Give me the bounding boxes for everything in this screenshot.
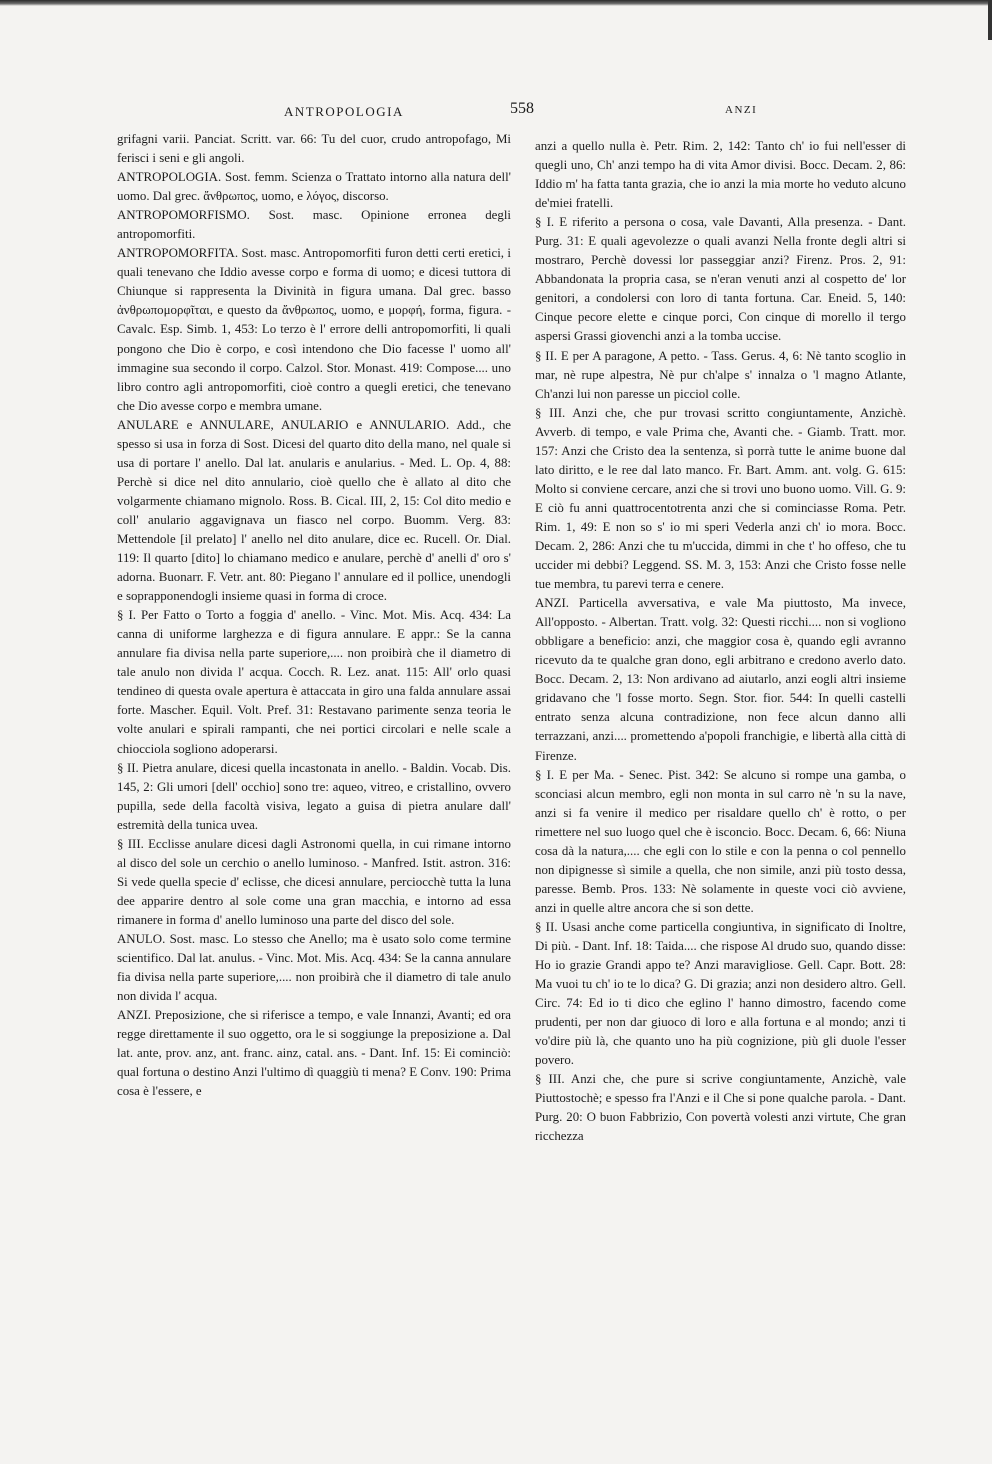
dictionary-paragraph: ANTROPOMORFISMO. Sost. masc. Opinione erronea degli antropomorfiti. (117, 208, 511, 242)
dictionary-paragraph: § III. Anzi che, che pur trovasi scritto congiuntamente, Anzichè. Avverb. di tempo, e vale Prima che, Avanti che. - Giamb. Tratt. mor. 157: Anzi che Cristo dea la sentenza, sì porrà tutte le anime buone dal lato diritto, e le ree dal lato manco. Fr. Bart. Amm. ant. volg. G. 615: Molto si conviene cercare, anzi che si trovi uno buono uomo. Vill. G. 9: E ciò fu anni quattrocentotrenta anzi che si cominciasse Roma. Petr. Rim. 1, 49: E non so s' io mi speri Vederla anzi ch' io mora. Bocc. Decam. 2, 286: Anzi che tu m'uccida, dimmi in che t' ho offeso, che tu uccider mi debbi? Leggend. SS. M. 3, 153: Anzi che Cristo fosse nelle tue membra, tu parevi terra e cenere. (535, 405, 906, 592)
scan-top-edge (0, 0, 992, 6)
header-right-keyword: ANZI (725, 104, 758, 116)
dictionary-paragraph: ANTROPOMORFITA. Sost. masc. Antropomorfiti furon detti certi eretici, i quali tenevano che Iddio avesse corpo e forma di uomo; e dicesi tuttora di Chiunque si rappresenta la Divinità in figura umana. Dal grec. basso ἀνθρωπομορφῖται, e questo da ἄνθρωπος, uomo, e μορφή, forma, figura. - Cavalc. Esp. Simb. 1, 453: Lo terzo è l' errore delli antropomorfiti, li quali pongono che Dio è corpo, e così intendono che Dio facesse l' uomo all' immagine sua secondo il corpo. Calzol. Stor. Monast. 419: Compose.... uno libro contro agli antropomorfiti, cioè contro a quegli eretici, che tenevano che Dio avesse corpo e membra umane. (117, 246, 511, 413)
dictionary-paragraph: § II. E per A paragone, A petto. - Tass. Gerus. 4, 6: Nè tanto scoglio in mar, nè rupe alpestra, Nè pur ch'alpe s' innalza o 'l magno Atlante, Ch'anzi lui non paresse un picciol colle. (535, 348, 906, 401)
dictionary-paragraph: § II. Pietra anulare, dicesi quella incastonata in anello. - Baldin. Vocab. Dis. 145, 2: Gli umori [dell' occhio] sono tre: aqueo, vitreo, e cristallino, ovvero pupilla, sede della facoltà visiva, legato a guisa di pietra anulare dall' estremità della tunica uvea. (117, 760, 511, 832)
dictionary-paragraph: § III. Anzi che, che pure si scrive congiuntamente, Anzichè, vale Piuttostochè; e spesso fra l'Anzi e il Che si pone qualche parola. - Dant. Purg. 20: O buon Fabbrizio, Con povertà volesti anzi virtute, Che gran ricchezza (535, 1072, 906, 1144)
dictionary-paragraph: anzi a quello nulla è. Petr. Rim. 2, 142: Tanto ch' io fui nell'esser di quegli uno, Ch' anzi tempo ha di vita Amor divisi. Bocc. Decam. 2, 86: Iddio m' ha fatta tanta grazia, che io anzi la mia morte ho veduto alcuno de'miei fratelli. (535, 139, 906, 211)
dictionary-paragraph: grifagni varii. Panciat. Scritt. var. 66: Tu del cuor, crudo antropofago, Mi ferisci i seni e gli angoli. (117, 132, 511, 166)
dictionary-paragraph: ANULO. Sost. masc. Lo stesso che Anello; ma è usato solo come termine scientifico. Dal lat. anulus. - Vinc. Mot. Mis. Acq. 434: Se la canna annulare fia divisa nella parte superiore,.... non proibirà che il diametro di tale anulo non divida l' acqua. (117, 931, 511, 1004)
dictionary-paragraph: § I. E per Ma. - Senec. Pist. 342: Se alcuno si rompe una gamba, o sconciasi alcun membro, egli non monta in sul carro nè 'n su la nave, anzi si fa venire il medico per risaldare quello ch' è rotto, o per rimettere nel suo luogo quel che è isconcio. Bocc. Decam. 6, 66: Niuna cosa dà la natura,.... che egli con lo stile e con la penna o col pennello non dipignesse sì simile a quella, che non simile, anzi più tosto dessa, paresse. Bemb. Pros. 133: Nè solamente in queste voci ciò avviene, anzi in quelle altre ancora che si son dette. (535, 767, 906, 915)
right-column (535, 137, 906, 1447)
dictionary-paragraph: ANZI. Particella avversativa, e vale Ma piuttosto, Ma invece, All'opposto. - Albertan. Tratt. volg. 32: Questi ricchi.... non si vogliono obbligare a beneficio: anzi, che maggior cosa è, quando egli avranno ricevuto da te qualche gran dono, egli arbitrano e credono averlo dato. Bocc. Decam. 2, 13: Non ardivano ad aiutarlo, anzi eogli altri insieme gridavano che 'l fosse morto. Segn. Stor. fior. 544: In quelli castelli entrato senza alcuna contradizione, non fece alcun danno alli terrazzani, anzi.... promettendo a'popoli franchigie, e libertà alla città di Firenze. (535, 596, 906, 763)
dictionary-paragraph: ANZI. Preposizione, che si riferisce a tempo, e vale Innanzi, Avanti; ed ora regge direttamente il suo oggetto, ora le si soggiunge la preposizione a. Dal lat. ante, prov. anz, ant. franc. ainz, catal. ans. - Dant. Inf. 15: Ei cominciò: qual fortuna o destino Anzi l'ultimo dì quaggiù ti mena? E Conv. 190: Prima cosa è l'essere, e (117, 1008, 511, 1099)
dictionary-paragraph: ANTROPOLOGIA. Sost. femm. Scienza o Trattato intorno alla natura dell' uomo. Dal grec. ἄνθρωπος, uomo, e λόγος, discorso. (117, 170, 511, 204)
dictionary-paragraph: § I. Per Fatto o Torto a foggia d' anello. - Vinc. Mot. Mis. Acq. 434: La canna di uniforme larghezza e di figura annulare. E appr.: Se la canna annulare fia divisa nella parte superiore,.... non proibirà che il diametro di tale anulo non divida l' acqua. Cocch. R. Lez. anat. 115: All' orlo quasi tendineo di questa ovale apertura è attaccata in giro una falda annulare assai forte. Mascher. Equil. Volt. Pref. 31: Restavano parimente senza teoria le volte anulari e spirali rampanti, che nei portici circolari e nelle scale a chiocciola sogliono adoperarsi. (117, 608, 511, 756)
header-left-keyword: ANTROPOLOGIA (284, 104, 404, 119)
running-head (0, 100, 992, 124)
dictionary-paragraph: § II. Usasi anche come particella congiuntiva, in significato di Inoltre, Di più. - Dant. Inf. 18: Taida.... che rispose Al drudo suo, quando disse: Ho io grazie Grandi appo te? Anzi maravigliose. Gell. Capr. Bott. 28: Ma vuoi tu ch' io te lo dica? G. Di grazia; anzi non desidero altro. Gell. Circ. 74: Ed io ti dico che eglino l' hanno dimostro, facendo come prudenti, per non dar giuoco di loro e alla fortuna e al mondo; anzi ti vo'dire più là, che quanto uno ha più cognizione, più gli duole l'esser povero. (535, 919, 906, 1068)
left-column (117, 130, 511, 1440)
page-number: 558 (510, 100, 534, 117)
dictionary-paragraph: § III. Ecclisse anulare dicesi dagli Astronomi quella, in cui rimane intorno al disco del sole un cerchio o anello luminoso. - Manfred. Istit. astron. 316: Si vede quella specie d' eclisse, che dicesi annulare, perciocchè tutta la luna dee apparire dentro al sole come una gran macchia, e intorno ad essa rimanere in forma d' anello luminoso una parte del disco del sole. (117, 836, 511, 927)
scan-right-edge (988, 0, 992, 40)
dictionary-paragraph: § I. E riferito a persona o cosa, vale Davanti, Alla presenza. - Dant. Purg. 31: E quali agevolezze o quali avanzi Nella fronte degli altri si mostraro, Perchè dovessi lor passeggiar anzi? Firenz. Pros. 2, 91: Abbandonata la propria casa, se n'eran venuti anzi al cospetto de' lor genitori, a condolersi con loro di tanta fortuna. Car. Eneid. 5, 140: Cinque pecore elette e cinque porci, Con cinque di morello il tergo aspersi Grassi giovenchi anzi a la tomba uccise. (535, 215, 906, 344)
dictionary-paragraph: ANULARE e ANNULARE, ANULARIO e ANNULARIO. Add., che spesso si usa in forza di Sost. Dicesi del quarto dito della mano, nel quale si usa di portare l' anello. Dal lat. anularis e anularius. - Med. L. Op. 4, 88: Perchè si dice nel dito annulario, cioè quello che è allato al dito che volgarmente chiamano mignolo. Ross. B. Cical. III, 2, 15: Col dito medio e coll' anulario aggavignava un fiasco nel corpo. Buomm. Verg. 83: Mettendole [il prelato] l' anello nel dito anulare, dice ec. Rucell. Or. Dial. 119: Il quarto [dito] lo chiamano medico e anulare, perchè d' anelli d' oro s' adorna. Buonarr. F. Vetr. ant. 80: Piegano l' annulare ed il pollice, unendogli e soprapponendogli insieme quasi in forma di croce. (117, 417, 511, 604)
